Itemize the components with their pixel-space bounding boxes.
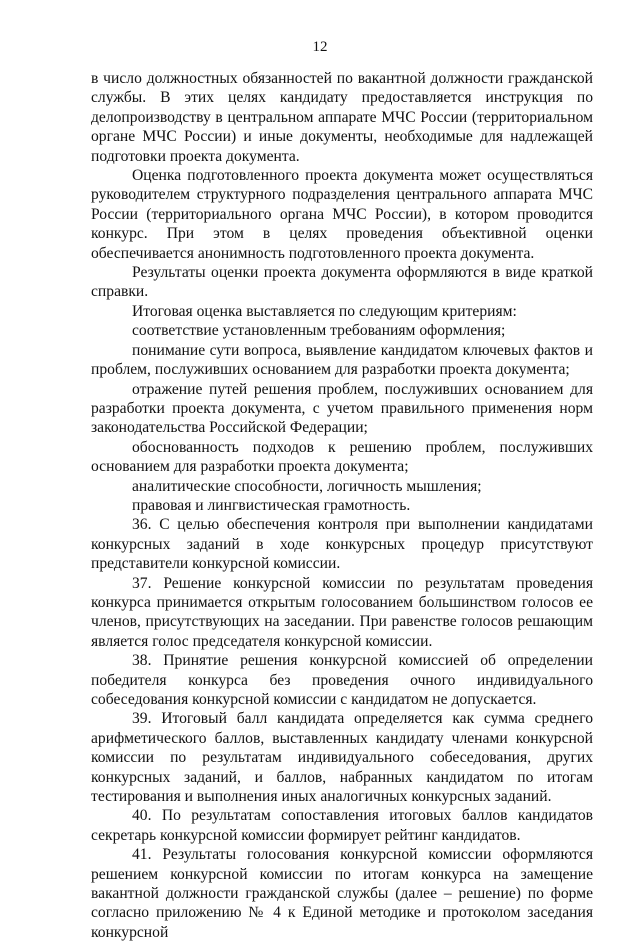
paragraph: Итоговая оценка выставляется по следующим критериям: [132, 302, 517, 320]
document-body [91, 69, 593, 942]
paragraph: 37. Решение конкурсной комиссии по результатам проведения конкурса принимается открытым голосованием большинством голосов ее членов, присутствующих на заседании. При равенстве голосов решающим является голос председателя конкурсной комиссии. [91, 574, 593, 650]
paragraph: 39. Итоговый балл кандидата определяется как сумма среднего арифметического баллов, выставленных кандидату членами конкурсной комиссии по результатам индивидуального собеседования, других конкурсных заданий, и баллов, набранных кандидатом по итогам тестирования и выполнения иных аналогичных конкурсных заданий. [91, 710, 593, 806]
paragraph: в число должностных обязанностей по вакантной должности гражданской службы. В этих целях кандидату предоставляется инструкция по делопроизводству в центральном аппарате МЧС России (территориальном органе МЧС России) и иные документы, необходимые для надлежащей подготовки проекта документа. [91, 70, 593, 165]
paragraph: понимание сути вопроса, выявление кандидатом ключевых фактов и проблем, послуживших основанием для разработки проекта документа; [91, 341, 593, 379]
paragraph: аналитические способности, логичность мышления; [132, 477, 482, 495]
paragraph: Оценка подготовленного проекта документа может осуществляться руководителем структурного подразделения центрального аппарата МЧС России (территориального органа МЧС России), в котором проводится конкурс. При этом в целях проведения объективной оценки обеспечивается анонимность подготовленного проекта документа. [91, 167, 593, 262]
paragraph: соответствие установленным требованиям оформления; [132, 322, 506, 340]
paragraph: 40. По результатам сопоставления итоговых баллов кандидатов секретарь конкурсной комиссии формирует рейтинг кандидатов. [91, 807, 593, 844]
paragraph: 41. Результаты голосования конкурсной комиссии оформляются решением конкурсной комиссии по итогам конкурса на замещение вакантной должности гражданской службы (далее – решение) по форме согласно приложению № 4 к Единой методике и протоколом заседания конкурсной [91, 846, 593, 941]
paragraph: обоснованность подходов к решению проблем, послуживших основанием для разработки проекта документа; [91, 438, 593, 476]
paragraph: 36. С целью обеспечения контроля при выполнении кандидатами конкурсных заданий в ходе конкурсных процедур присутствуют представители конкурсной комиссии. [91, 516, 593, 573]
paragraph: Результаты оценки проекта документа оформляются в виде краткой справки. [91, 264, 593, 301]
paragraph: 38. Принятие решения конкурсной комиссией об определении победителя конкурса без проведения очного индивидуального собеседования конкурсной комиссии с кандидатом не допускается. [91, 652, 593, 708]
page-number: 12 [312, 39, 328, 55]
paragraph: правовая и лингвистическая грамотность. [132, 496, 411, 514]
paragraph: отражение путей решения проблем, послуживших основанием для разработки проекта документа, с учетом правильного применения норм законодательства Российской Федерации; [91, 380, 593, 437]
